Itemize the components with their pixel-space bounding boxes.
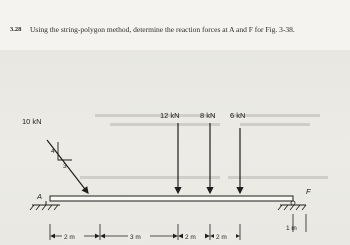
support-label-f: F	[306, 187, 311, 196]
dimension-label-4: 2 m	[216, 234, 227, 241]
problem-number: 3.28	[10, 26, 22, 33]
load-label-12kn: 12 kN	[160, 111, 180, 120]
support-label-a: A	[37, 192, 43, 201]
support-f	[278, 201, 306, 210]
support-a	[30, 201, 60, 210]
load-label-8kn: 8 kN	[200, 111, 216, 120]
load-label-10kn: 10 kN	[22, 117, 42, 126]
slope-run-label: 3	[63, 163, 67, 170]
dimension-label-3: 2 m	[185, 234, 196, 241]
bleed-through-text	[80, 114, 328, 179]
load-label-6kn: 6 kN	[230, 111, 246, 120]
beam	[50, 196, 293, 201]
dimension-label-1: 2 m	[64, 234, 75, 241]
slope-rise-label: 4	[51, 148, 55, 155]
problem-text: Using the string-polygon method, determine the reaction forces at A and F for Fig. 3-38.	[30, 25, 295, 34]
dimension-label-overhang: 1 m	[286, 225, 297, 232]
dimension-label-2: 3 m	[130, 234, 141, 241]
